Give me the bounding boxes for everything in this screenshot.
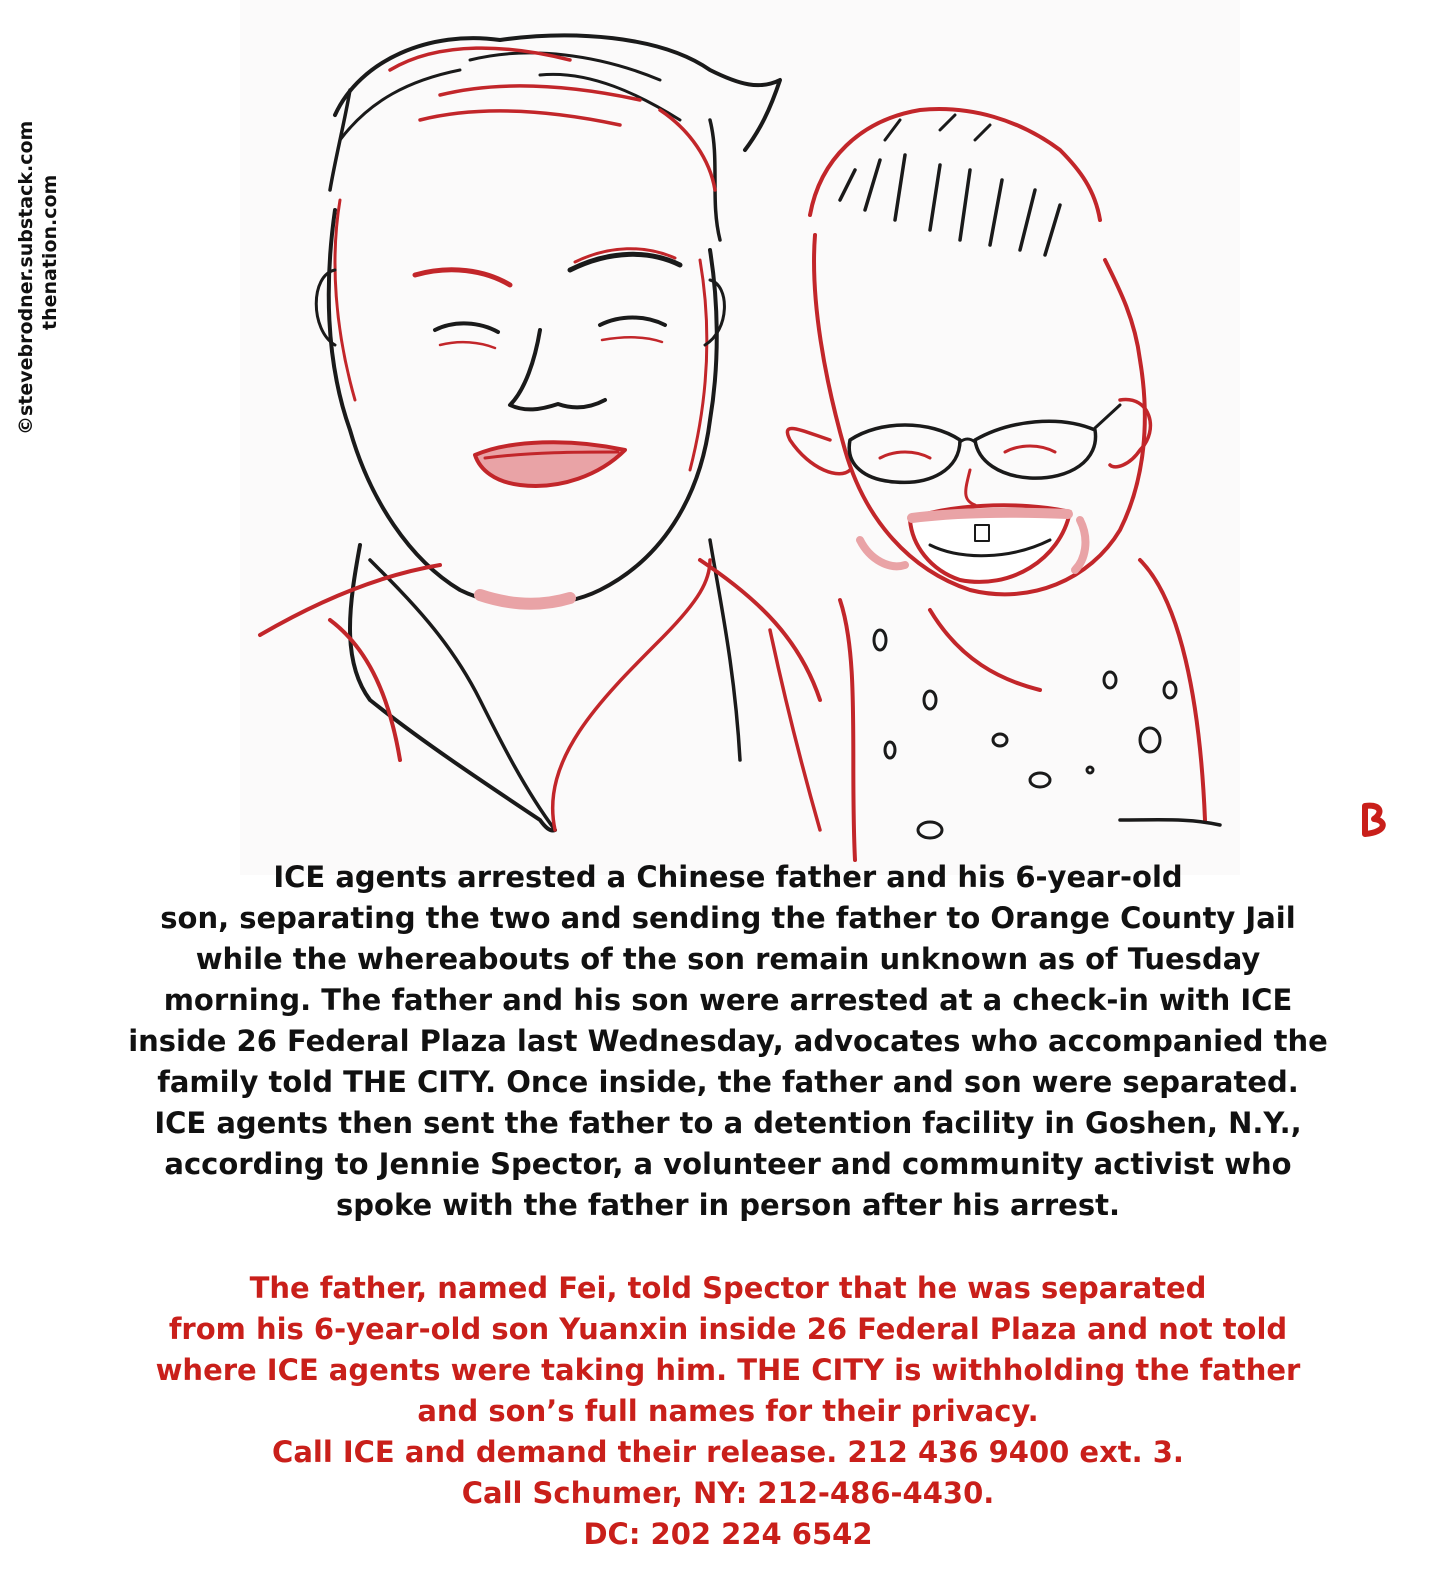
artist-signature — [1358, 800, 1392, 840]
caption-line: according to Jennie Spector, a volunteer and community activist who — [164, 1147, 1292, 1181]
credit-text — [4, 30, 64, 440]
callout-line: and son’s full names for their privacy. — [417, 1394, 1039, 1428]
credit-substack: ©stevebrodner.substack.com — [15, 120, 37, 435]
news-caption — [0, 857, 1456, 1226]
credit-nation: thenation.com — [39, 174, 61, 330]
caption-line: while the whereabouts of the son remain unknown as of Tuesday — [195, 942, 1261, 976]
callout-line-schumer-ny: Call Schumer, NY: 212-486-4430. — [461, 1476, 995, 1510]
caption-line: ICE agents arrested a Chinese father and his 6-year-old — [273, 860, 1183, 894]
callout-line: where ICE agents were taking him. THE CITY is withholding the father — [155, 1353, 1301, 1387]
caption-line: inside 26 Federal Plaza last Wednesday, advocates who accompanied the — [128, 1024, 1328, 1058]
caption-line: son, separating the two and sending the father to Orange County Jail — [160, 901, 1296, 935]
callout-line-ice-phone: Call ICE and demand their release. 212 436 9400 ext. 3. — [272, 1435, 1184, 1469]
call-to-action — [0, 1268, 1456, 1555]
callout-line: from his 6-year-old son Yuanxin inside 26 Federal Plaza and not told — [168, 1312, 1288, 1346]
caption-line: family told THE CITY. Once inside, the father and son were separated. — [157, 1065, 1299, 1099]
caption-line: spoke with the father in person after his arrest. — [336, 1188, 1120, 1222]
caption-line: ICE agents then sent the father to a detention facility in Goshen, N.Y., — [154, 1106, 1302, 1140]
callout-line: The father, named Fei, told Spector that he was separated — [249, 1271, 1207, 1305]
caption-line: morning. The father and his son were arrested at a check-in with ICE — [163, 983, 1293, 1017]
callout-line-schumer-dc: DC: 202 224 6542 — [583, 1517, 873, 1551]
portrait-illustration — [240, 0, 1240, 875]
